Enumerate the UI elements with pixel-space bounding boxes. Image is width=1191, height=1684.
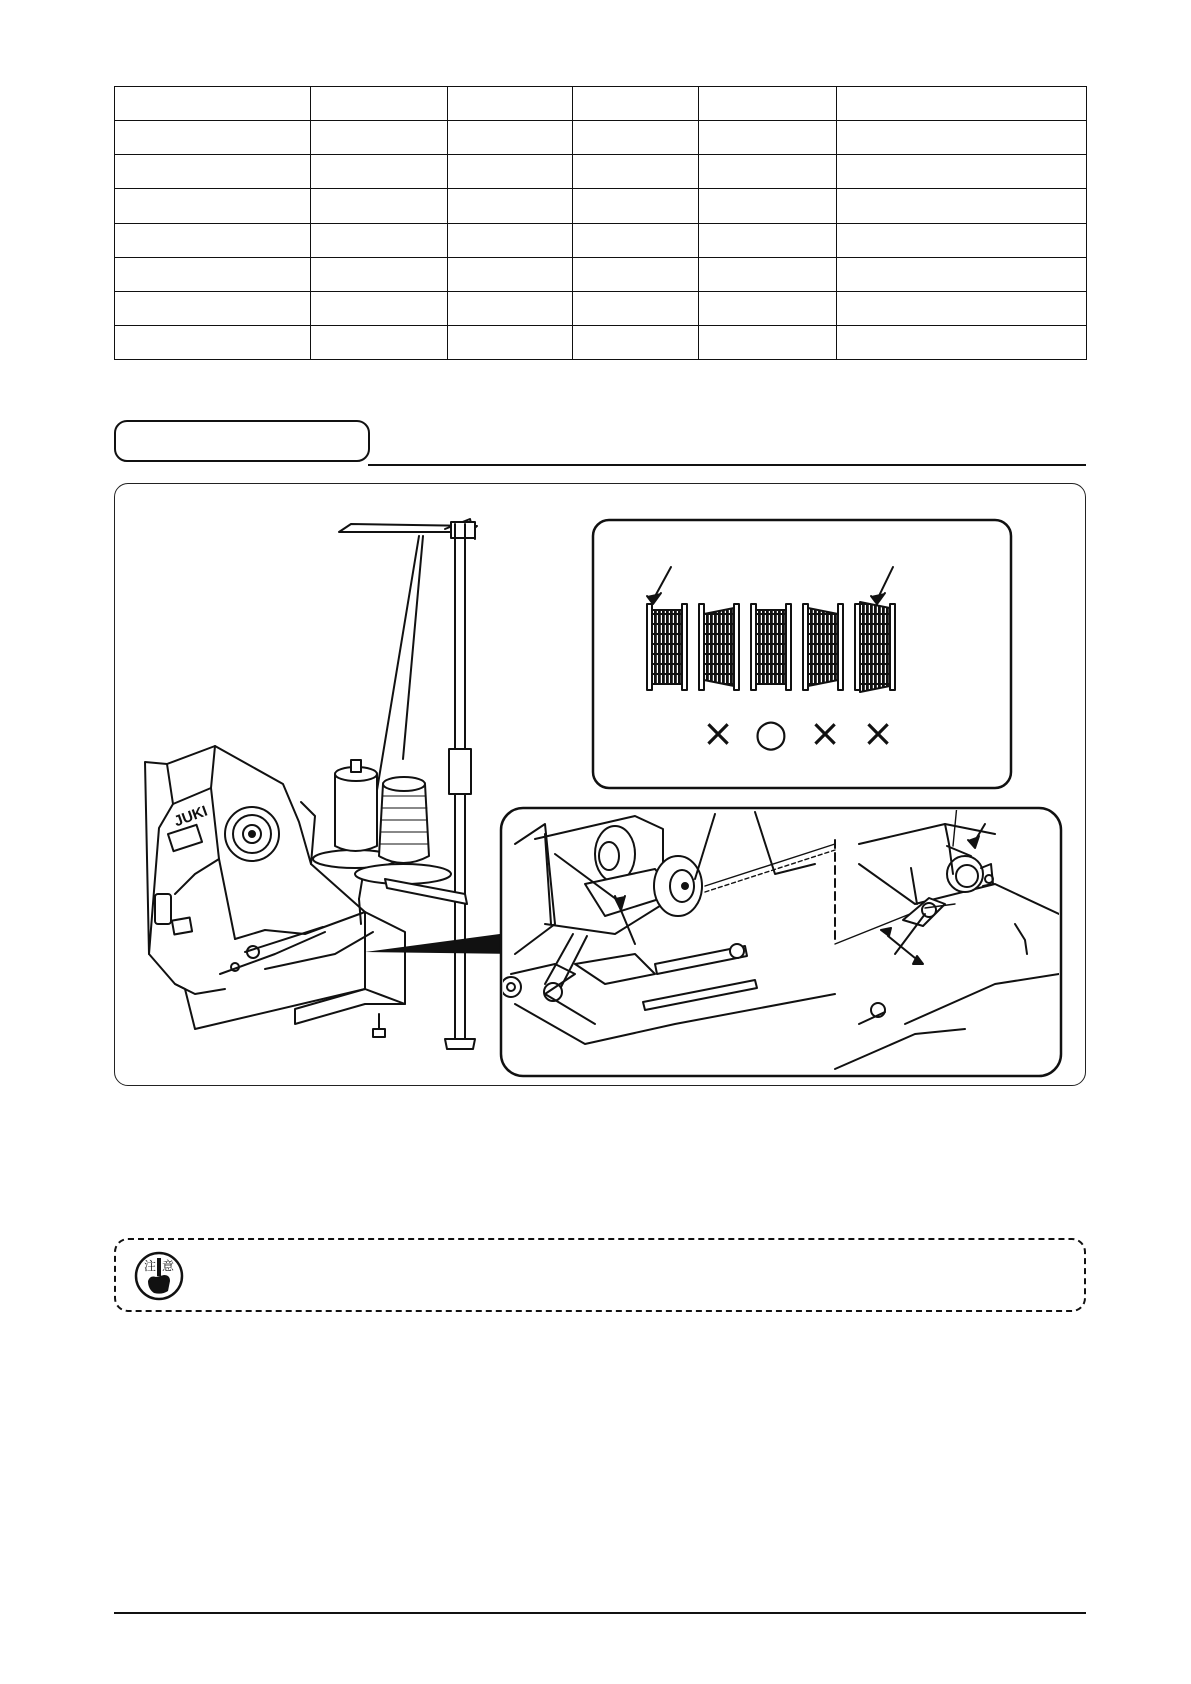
table-cell bbox=[115, 223, 311, 257]
spec-table bbox=[114, 86, 1087, 360]
table-cell bbox=[699, 325, 837, 359]
table-cell bbox=[311, 325, 448, 359]
table-cell bbox=[115, 325, 311, 359]
bobbin-2-tapered bbox=[699, 604, 739, 690]
caution-hand-icon bbox=[134, 1251, 184, 1301]
table-cell bbox=[573, 257, 699, 291]
section-underline bbox=[368, 464, 1086, 466]
table-cell bbox=[573, 87, 699, 121]
bobbin-winder-detail-inset bbox=[501, 784, 1061, 1076]
table-cell bbox=[311, 155, 448, 189]
table-cell bbox=[448, 189, 573, 223]
brand-logo: JUKI bbox=[171, 802, 210, 831]
table-cell bbox=[311, 87, 448, 121]
figure-frame bbox=[114, 483, 1086, 1086]
svg-text:注: 注 bbox=[144, 1259, 157, 1273]
table-cell bbox=[837, 189, 1087, 223]
table-cell bbox=[311, 291, 448, 325]
table-cell bbox=[837, 155, 1087, 189]
section-title-tab bbox=[114, 420, 370, 462]
table-cell bbox=[115, 189, 311, 223]
table-cell bbox=[115, 155, 311, 189]
bobbin-5-overfilled bbox=[855, 602, 895, 692]
table-row bbox=[115, 87, 1087, 121]
bobbin-3-correct bbox=[751, 604, 791, 690]
table-cell bbox=[115, 291, 311, 325]
table-cell bbox=[448, 223, 573, 257]
table-cell bbox=[115, 121, 311, 155]
table-cell bbox=[115, 257, 311, 291]
table-row bbox=[115, 223, 1087, 257]
bobbin-winding-inset bbox=[593, 520, 1011, 788]
table-cell bbox=[311, 189, 448, 223]
table-cell bbox=[837, 257, 1087, 291]
table-cell bbox=[573, 121, 699, 155]
detail-leader bbox=[365, 932, 515, 954]
table-cell bbox=[448, 257, 573, 291]
table-cell bbox=[699, 155, 837, 189]
table-cell bbox=[837, 121, 1087, 155]
table-cell bbox=[311, 121, 448, 155]
machine-illustration bbox=[115, 484, 1086, 1086]
mark-bobbin-3: × bbox=[809, 711, 841, 755]
mark-bobbin-2: ○ bbox=[754, 711, 788, 755]
table-cell bbox=[448, 87, 573, 121]
table-cell bbox=[837, 325, 1087, 359]
table-cell bbox=[573, 155, 699, 189]
table-cell bbox=[448, 325, 573, 359]
bobbin-4-tapered bbox=[803, 604, 843, 690]
table-cell bbox=[837, 87, 1087, 121]
table-cell bbox=[448, 155, 573, 189]
footer-rule bbox=[114, 1612, 1086, 1614]
table-cell bbox=[699, 223, 837, 257]
table-row bbox=[115, 189, 1087, 223]
table-cell bbox=[448, 121, 573, 155]
mark-bobbin-4: × bbox=[862, 711, 894, 755]
bobbin-1-uneven-top bbox=[647, 604, 687, 690]
table-row bbox=[115, 121, 1087, 155]
table-cell bbox=[837, 291, 1087, 325]
table-cell bbox=[573, 325, 699, 359]
table-row bbox=[115, 325, 1087, 359]
table-row bbox=[115, 291, 1087, 325]
table-cell bbox=[699, 257, 837, 291]
table-cell bbox=[699, 121, 837, 155]
table-cell bbox=[573, 223, 699, 257]
table-cell bbox=[699, 291, 837, 325]
mark-bobbin-1: × bbox=[702, 711, 734, 755]
caution-box bbox=[114, 1238, 1086, 1312]
table-cell bbox=[448, 291, 573, 325]
table-cell bbox=[311, 257, 448, 291]
table-cell bbox=[699, 189, 837, 223]
table-cell bbox=[573, 189, 699, 223]
table-cell bbox=[115, 87, 311, 121]
table-row bbox=[115, 155, 1087, 189]
svg-text:意: 意 bbox=[162, 1259, 175, 1273]
table-cell bbox=[311, 223, 448, 257]
table-cell bbox=[699, 87, 837, 121]
table-row bbox=[115, 257, 1087, 291]
spec-table-body bbox=[115, 87, 1087, 360]
table-cell bbox=[573, 291, 699, 325]
table-cell bbox=[837, 223, 1087, 257]
